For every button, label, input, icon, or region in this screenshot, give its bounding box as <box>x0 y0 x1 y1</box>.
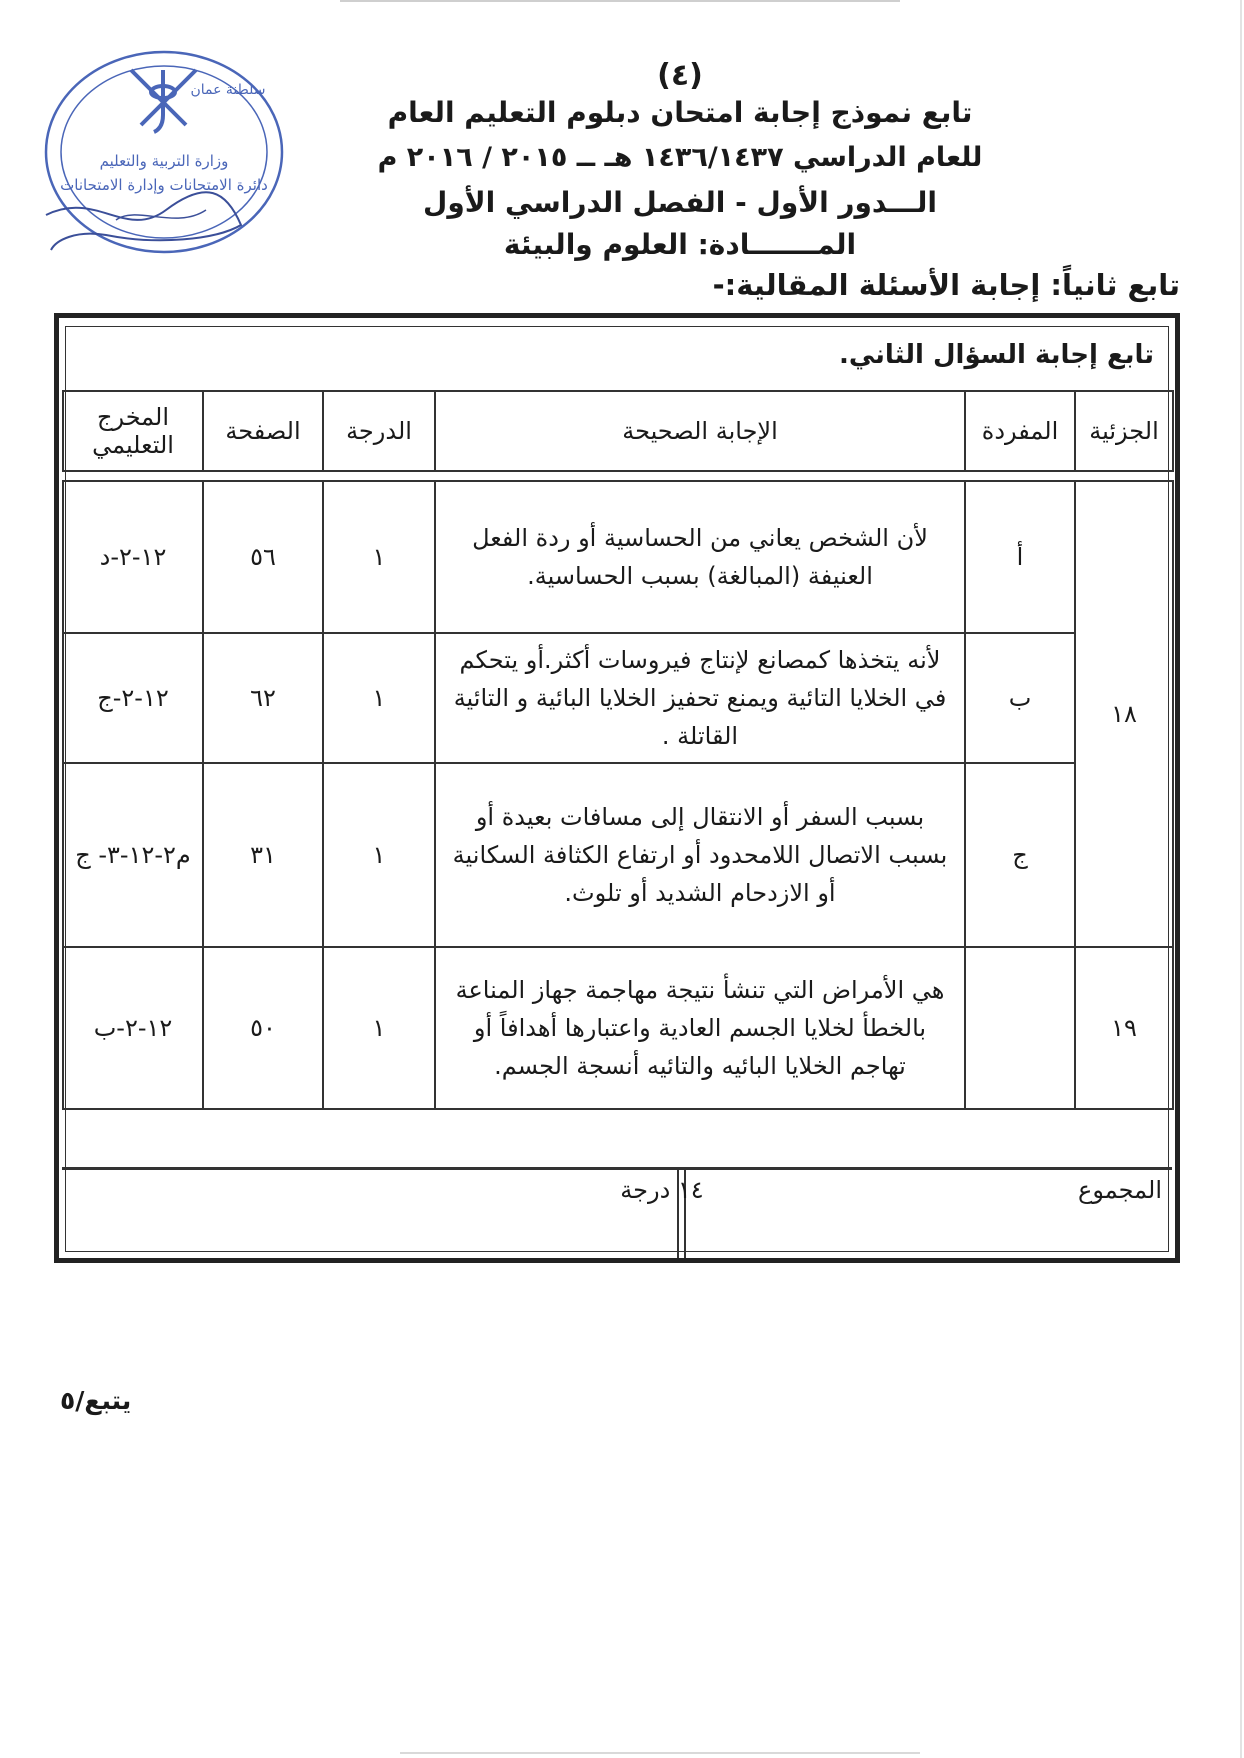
ministry-seal-stamp <box>36 40 286 270</box>
section-title: تابع ثانياً: إجابة الأسئلة المقالية:- <box>712 268 1180 302</box>
seal-arc-text: سلطنة عمان <box>190 82 266 98</box>
scan-top-rule <box>340 0 900 2</box>
page-value: ٥٦ <box>203 481 323 633</box>
exam-session: الـــدور الأول - الفصل الدراسي الأول <box>423 186 937 219</box>
header-item: المفردة <box>965 391 1075 471</box>
page-value: ٦٢ <box>203 633 323 763</box>
table-header-row <box>63 391 1173 471</box>
seal-line-1: وزارة التربية والتعليم <box>99 152 229 170</box>
answer-text: هي الأمراض التي تنشأ نتيجة مهاجمة جهاز المناعة بالخطأ لخلايا الجسم العادية واعتبارها أهدافاً أو تهاجم الخلايا البائيه والتائيه أنسجة الجسم. <box>435 947 965 1109</box>
answer-table <box>62 390 1174 1110</box>
header-part: الجزئية <box>1075 391 1173 471</box>
item-letter: ب <box>965 633 1075 763</box>
scan-bottom-rule <box>400 1752 920 1754</box>
answer-text: بسبب السفر أو الانتقال إلى مسافات بعيدة أو بسبب الاتصال اللامحدود أو ارتفاع الكثافة السكانية أو الازدحام الشديد أو تلوث. <box>435 763 965 947</box>
part-number: ١٩ <box>1075 947 1173 1109</box>
item-letter <box>965 947 1075 1109</box>
grade-value: ١ <box>323 633 435 763</box>
header-answer: الإجابة الصحيحة <box>435 391 965 471</box>
answer-text: لأن الشخص يعاني من الحساسية أو ردة الفعل العنيفة (المبالغة) بسبب الحساسية. <box>435 481 965 633</box>
outcome-code: ١٢-٢-ب <box>63 947 203 1109</box>
header-page: الصفحة <box>203 391 323 471</box>
emblem-icon <box>131 70 196 132</box>
item-letter: ج <box>965 763 1075 947</box>
header-outcome: المخرج التعليمي <box>63 391 203 471</box>
outcome-code: م٢-١٢-٣- ج <box>63 763 203 947</box>
table-row <box>63 481 1173 633</box>
header-grade: الدرجة <box>323 391 435 471</box>
question-caption: تابع إجابة السؤال الثاني. <box>838 340 1154 370</box>
subject-line: المـــــــادة: العلوم والبيئة <box>503 228 857 261</box>
continued-note: يتبع/٥ <box>60 1386 132 1415</box>
part-number: ١٨ <box>1075 481 1173 947</box>
table-row <box>63 947 1173 1109</box>
page-number: (٤) <box>657 58 703 93</box>
answer-text: لأنه يتخذها كمصانع لإنتاج فيروسات أكثر.أو يتحكم في الخلايا التائية ويمنع تحفيز الخلايا البائية و التائية القاتلة . <box>435 633 965 763</box>
seal-line-2: دائرة الامتحانات وإدارة الامتحانات <box>60 176 268 194</box>
grade-value: ١ <box>323 763 435 947</box>
item-letter: أ <box>965 481 1075 633</box>
total-row <box>62 1167 1172 1258</box>
page-value: ٣١ <box>203 763 323 947</box>
grade-value: ١ <box>323 947 435 1109</box>
table-row <box>63 633 1173 763</box>
exam-title: تابع نموذج إجابة امتحان دبلوم التعليم العام <box>387 96 973 129</box>
page-value: ٥٠ <box>203 947 323 1109</box>
outcome-code: ١٢-٢-د <box>63 481 203 633</box>
signature-scribble <box>46 192 241 250</box>
outcome-code: ١٢-٢-ج <box>63 633 203 763</box>
grade-value: ١ <box>323 481 435 633</box>
total-label: المجموع <box>1078 1176 1162 1204</box>
total-value: ١٤ درجة <box>620 1176 704 1204</box>
academic-year: للعام الدراسي ١٤٣٦/١٤٣٧ هـ ــ ٢٠١٥ / ٢٠١٦ م <box>377 142 983 173</box>
table-row <box>63 763 1173 947</box>
scan-edge-rule <box>1240 0 1242 1758</box>
